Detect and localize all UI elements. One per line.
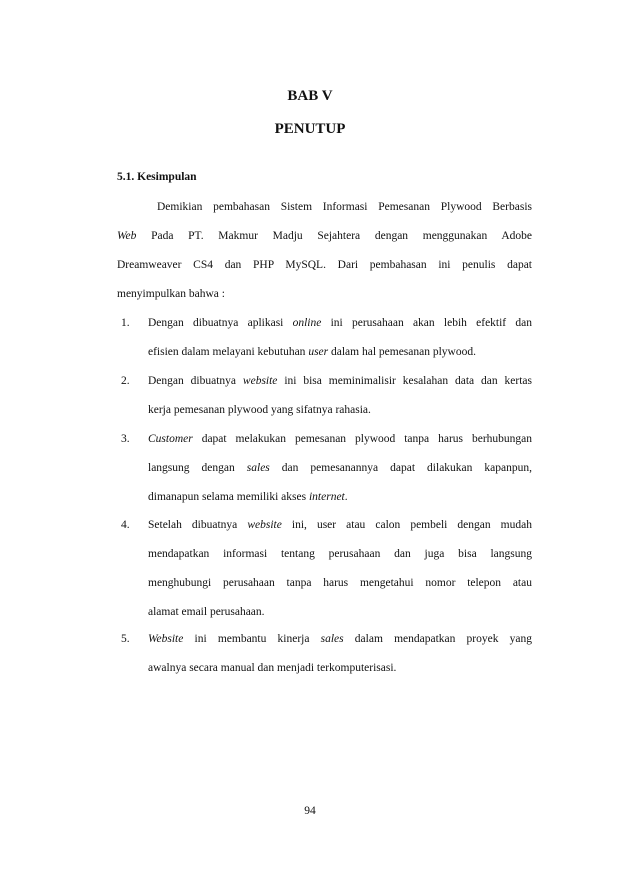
list-number: 4.: [121, 519, 130, 531]
text-segment: alamat email perusahaan.: [148, 606, 265, 618]
text-line: [117, 258, 532, 272]
text-segment: kerja pemesanan plywood yang sifatnya rahasia.: [148, 404, 371, 416]
text-line: [117, 229, 532, 243]
text-line: [148, 518, 532, 532]
chapter-title: PENUTUP: [274, 121, 346, 137]
text-line: [148, 345, 476, 359]
text-segment: efisien dalam melayani kebutuhan: [148, 346, 309, 358]
text-line: [148, 461, 532, 475]
list-number: 2.: [121, 375, 130, 387]
text-line: [148, 661, 396, 675]
text-segment: dan pemesanannya dapat dilakukan kapanpun,: [269, 462, 533, 474]
text-line: [148, 547, 532, 561]
text-line: [148, 490, 348, 504]
italic-term: sales: [320, 633, 344, 645]
text-segment: menyimpulkan bahwa :: [117, 288, 225, 300]
text-segment: dapat melakukan pemesanan plywood tanpa harus berhubungan: [192, 433, 532, 445]
text-segment: ini membantu kinerja: [183, 633, 321, 645]
italic-term: Customer: [148, 433, 193, 445]
text-line: [148, 632, 532, 646]
text-segment: Dreamweaver CS4 dan PHP MySQL. Dari pembahasan ini penulis dapat: [117, 259, 532, 271]
italic-term: user: [308, 346, 329, 358]
italic-term: Website: [148, 633, 184, 645]
italic-term: website: [242, 375, 278, 387]
text-segment: langsung dengan: [148, 462, 247, 474]
list-number: 5.: [121, 633, 130, 645]
text-segment: .: [344, 491, 348, 503]
text-segment: ini, user atau calon pembeli dengan mudah: [281, 519, 532, 531]
text-segment: awalnya secara manual dan menjadi terkomputerisasi.: [148, 662, 397, 674]
text-line: [148, 403, 371, 417]
text-line: [148, 605, 265, 619]
text-segment: dalam hal pemesanan plywood.: [328, 346, 476, 358]
text-segment: Demikian pembahasan Sistem Informasi Pemesanan Plywood Berbasis: [157, 201, 532, 213]
list-number: 3.: [121, 433, 130, 445]
italic-term: online: [292, 317, 322, 329]
text-segment: ini perusahaan akan lebih efektif dan: [321, 317, 532, 329]
text-line: [148, 374, 532, 388]
text-segment: mendapatkan informasi tentang perusahaan dan juga bisa langsung: [148, 548, 532, 560]
text-segment: dalam mendapatkan proyek yang: [343, 633, 532, 645]
page-number: 94: [304, 805, 316, 817]
text-line: [148, 576, 532, 590]
italic-term: internet: [308, 491, 345, 503]
text-segment: Dengan dibuatnya: [148, 375, 243, 387]
text-segment: Pada PT. Makmur Madju Sejahtera dengan menggunakan Adobe: [136, 230, 532, 242]
chapter-number: BAB V: [287, 88, 333, 104]
italic-term: sales: [246, 462, 270, 474]
section-heading: 5.1. Kesimpulan: [117, 171, 197, 183]
italic-term: Web: [117, 230, 137, 242]
text-line: [157, 200, 532, 214]
text-segment: ini bisa meminimalisir kesalahan data dan kertas: [277, 375, 532, 387]
text-segment: dimanapun selama memiliki akses: [148, 491, 309, 503]
text-line: [117, 287, 225, 301]
text-line: [148, 316, 532, 330]
italic-term: website: [247, 519, 282, 531]
list-number: 1.: [121, 317, 130, 329]
text-segment: Setelah dibuatnya: [148, 519, 248, 531]
text-segment: Dengan dibuatnya aplikasi: [148, 317, 293, 329]
text-line: [148, 432, 532, 446]
text-segment: menghubungi perusahaan tanpa harus mengetahui nomor telepon atau: [148, 577, 532, 589]
